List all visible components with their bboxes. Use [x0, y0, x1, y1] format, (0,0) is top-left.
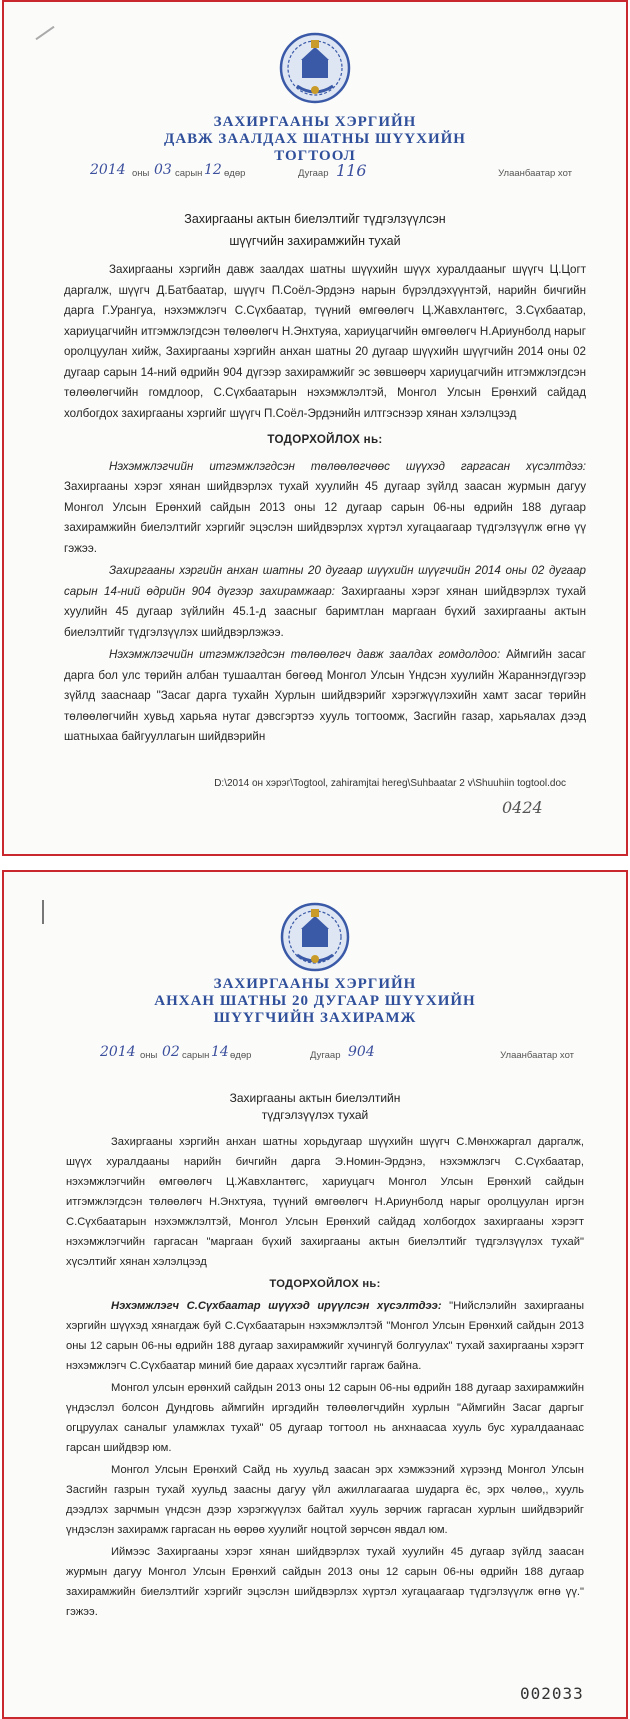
state-emblem-icon: [276, 900, 354, 974]
handwritten-year: 2014: [100, 1044, 136, 1060]
paragraph-request-lead: Нэхэмжлэгчийн итгэмжлэгдсэн төлөөлөгчөөс шүүхэд гаргасан хүсэлтдээ:: [109, 459, 586, 473]
paragraph-first-instance-lead: Захиргааны хэргийн анхан шатны 20 дугаар шүүхийн шүүгчийн 2014 оны 02 дугаар сарын 14-ний өдрийн 904 дүгээр захирамжаар:: [64, 564, 586, 598]
document-subject: [4, 208, 626, 252]
paragraph-request-text: Захиргааны хэрэг хянан шийдвэрлэх тухай хуулийн 45 дугаар зүйлд заасан журмын дагуу Монгол Улсын Ерөнхий сайдын 2013 оны 12 дугаар сарын 06-ны өдрийн 188 дугаар захирамжийн биелэлтийг хэргийг эцэслэн шийдвэрлэх хүртэл хугацаагаар түдгэлзүүлж өгнө үү гэжээ.: [64, 480, 586, 555]
paragraph-first-instance: [64, 561, 586, 643]
paragraph-first-instance-text: Захиргааны хэрэг хянан шийдвэрлэх тухай хуулийн 45 дугаар зүйлийн 45.1-д заасныг баримтлан маргаан бүхий захиргааны актын биелэлтийг түдгэлзүүлэх шийдвэрлэжээ.: [64, 584, 586, 639]
file-path-footer: D:\2014 он хэрэг\Togtool, zahiramjtai hereg\Suhbaatar 2 v\Shuuhiin togtool.doc: [214, 778, 566, 789]
label-year: оны: [140, 1050, 158, 1061]
document-body: [66, 1132, 584, 1624]
issuing-court-title: [4, 114, 626, 165]
sheet-number: 002033: [520, 1684, 584, 1703]
paragraph-conclusion: Иймээс Захиргааны хэрэг хянан шийдвэрлэх тухай хуулийн 45 дугаар зүйлд заасан журмын дагуу Монгол Улсын Ерөнхий сайдын 2013 оны 12 сарын 06-ны өдрийн 188 дугаар захирамжийн биелэлтийг хэргийг эцэслэн шийдвэрлэх хүртэл хугацаагаар түдгэлзүүлж өгнө үү." гэжээ.: [66, 1546, 584, 1618]
paragraph-request: [66, 1296, 584, 1376]
section-heading: ТОДОРХОЙЛОХ нь:: [267, 433, 383, 446]
paragraph-violation: Монгол Улсын Ерөнхий Сайд нь хуульд заасан эрх хэмжээний хүрээнд Монгол Улсын Засгийн газрын тухай хуульд заасны дагуу үйл ажиллагаагаа шударга ёс, эрх чөлөө,, хууль дээдлэх зарчмын үндсэн дээр хэрэгжүүлэх байтал хууль зөрчиж гаргасан хурлын шийдвэрийг үндэслэн захирамж гаргасан нь өөрөө хуулийг ноцтой зөрчсөн явдал юм.: [66, 1464, 584, 1536]
court-title-line-3: ТОГТООЛ: [274, 148, 356, 164]
paragraph-request-lead: Нэхэмжлэгч С.Сүхбаатар шүүхэд ирүүлсэн хүсэлтдээ:: [111, 1300, 442, 1312]
subject-line-1: Захиргааны актын биелэлтийг түдгэлзүүлсэн: [184, 212, 446, 226]
court-title-line-2: АНХАН ШАТНЫ 20 ДУГААР ШҮҮХИЙН: [154, 993, 476, 1009]
court-title-line-1: ЗАХИРГААНЫ ХЭРГИЙН: [213, 976, 417, 992]
paragraph-appeal-text: Аймгийн засаг дарга бол улс төрийн албан тушаалтан бөгөөд Монгол Улсын Үндсэн хуулийн Жараннэгдүгээр зүйлд зааснаар "Засаг дарга тухайн Хурлын шийдвэрийг хэрэгжүүлэхийн хамт засаг төрийн төлөөлөгчийн хувьд харьяа нутаг дэвсгэртээ хууль тогтоомж, Засгийн газар, харьяалах дээд шатныхаа байгууллагын шийдвэрийн: [64, 648, 586, 743]
subject-line-1: Захиргааны актын биелэлтийн: [229, 1091, 401, 1105]
label-year: оны: [132, 168, 150, 179]
paragraph-intro: Захиргааны хэргийн анхан шатны хорьдугаар шүүхийн шүүгч С.Мөнхжаргал даргалж, шүүх хуралдааны нарийн бичгийн дарга Э.Номин-Эрдэнэ, нэхэмжлэгч С.Сүхбаатар, нэхэмжлэгчийн өмгөөлөгч Ц.Жавхлантөгс, хариуцагч Монгол Улсын Ерөнхий сайдын итгэмжлэгдсэн төлөөлөгч Н.Энхтуяа, түүний өмгөөлөгч Н.Ариунболд нарыг оролцуулан иргэн С.Сүхбаатарын нэхэмжлэлтэй, Монгол Улсын Ерөнхий сайдад холбогдох захиргааны хэрэгт нэхэмжлэгчийн гаргасан "маргаан бүхий захиргааны актын биелэлтийг түдгэлзүүлэх тухай" хүсэлтийг хянан хэлэлцээд: [66, 1136, 584, 1268]
handwritten-month: 02: [162, 1044, 180, 1060]
paragraph-appeal: [64, 645, 586, 748]
issuing-court-title: [4, 976, 626, 1027]
court-title-line-1: ЗАХИРГААНЫ ХЭРГИЙН: [213, 114, 417, 130]
subject-line-2: шүүгчийн захирамжийн тухай: [229, 234, 401, 248]
handwritten-day: 12: [204, 162, 222, 178]
paragraph-intro: Захиргааны хэргийн давж заалдах шатны шүүхийн шүүх хуралдааныг шүүгч Ц.Цогт даргалж, шүүгч Д.Батбаатар, шүүгч П.Соёл-Эрдэнэ нарын бүрэлдэхүүнтэй, нарийн бичгийн дарга Г.Урангуа, нэхэмжлэгч С.Сүхбаатар, түүний өмгөөлөгч Ц.Жавхлантөгс, З.Сүхбаатар, хариуцагчийн итгэмжлэгдсэн төлөөлөгч Н.Энхтуяа, хариуцагчийн өмгөөлөгч Н.Ариунболд нарыг оролцуулан хийж, Захиргааны хэргийн анхан шатны 20 дугаар шүүхийн шүүгчийн 2014 оны 02 дугаар сарын 14-ний өдрийн 904 дүгээр захирамжийг эс зөвшөөрч хариуцагчийн итгэмжлэгдсэн төлөөлөгчийн гомдлоор, С.Сүхбаатарын нэхэмжлэлтэй, Монгол Улсын Ерөнхий сайдад холбогдох захиргааны хэргийг шүүгч П.Соёл-Эрдэнийн илтгэснээр хянан хэлэлцээд: [64, 263, 586, 420]
label-month: сарын: [175, 168, 203, 179]
label-number: Дугаар: [310, 1050, 341, 1061]
city-label: Улаанбаатар хот: [498, 168, 572, 179]
document-subject: [4, 1090, 626, 1124]
punch-mark: [42, 900, 44, 924]
handwritten-day: 14: [211, 1044, 229, 1060]
handwritten-year: 2014: [90, 162, 126, 178]
court-title-line-3: ШҮҮГЧИЙН ЗАХИРАМЖ: [213, 1010, 417, 1026]
handwritten-number: 116: [336, 161, 367, 180]
paragraph-appeal-lead: Нэхэмжлэгчийн итгэмжлэгдсэн төлөөлөгч давж заалдах гомдолдоо:: [109, 648, 501, 661]
document-page-resolution: [2, 0, 628, 856]
handwritten-number: 904: [348, 1044, 375, 1060]
label-number: Дугаар: [298, 168, 329, 179]
paragraph-request-text: "Нийслэлийн захиргааны хэргийн шүүхэд хянагдаж буй С.Сүхбаатарын нэхэмжлэлтэй "Монгол Улсын Ерөнхий сайдын 2013 оны 12 сарын 06-ны өдрийн 188 дугаар захирамжийг хүчингүй болгуулах" тухай захиргааны хэрэгт нэхэмжлэгч С.Сүхбаатар миний бие дараах хүсэлтийг гаргаж байна.: [66, 1300, 584, 1372]
city-label: Улаанбаатар хот: [500, 1050, 574, 1061]
staple-mark: [35, 26, 54, 40]
label-day: өдөр: [224, 168, 246, 179]
label-month: сарын: [182, 1050, 210, 1061]
court-title-line-2: ДАВЖ ЗААЛДАХ ШАТНЫ ШҮҮХИЙН: [164, 131, 466, 147]
paragraph-request: [64, 457, 586, 560]
document-body: [64, 260, 586, 750]
handwritten-page-mark: 0424: [502, 798, 543, 817]
label-day: өдөр: [230, 1050, 252, 1061]
handwritten-month: 03: [154, 162, 172, 178]
subject-line-2: түдгэлзүүлэх тухай: [261, 1108, 369, 1122]
paragraph-council-decision: Монгол улсын ерөнхий сайдын 2013 оны 12 сарын 06-ны өдрийн 188 дугаар захирамжийн үндэслэл болсон Дундговь аймгийн иргэдийн төлөөлөгчдийн хурлын "Аймгийн Засаг даргыг огцруулах саналыг уламжлах тухай" 05 дугаар тогтоол нь анхнаасаа хууль бус хуралдаанаас гарсан шийдвэр юм.: [66, 1382, 584, 1454]
state-emblem-icon: [275, 30, 355, 106]
section-heading: ТОДОРХОЙЛОХ нь:: [269, 1278, 381, 1290]
document-page-order: [2, 870, 628, 1719]
